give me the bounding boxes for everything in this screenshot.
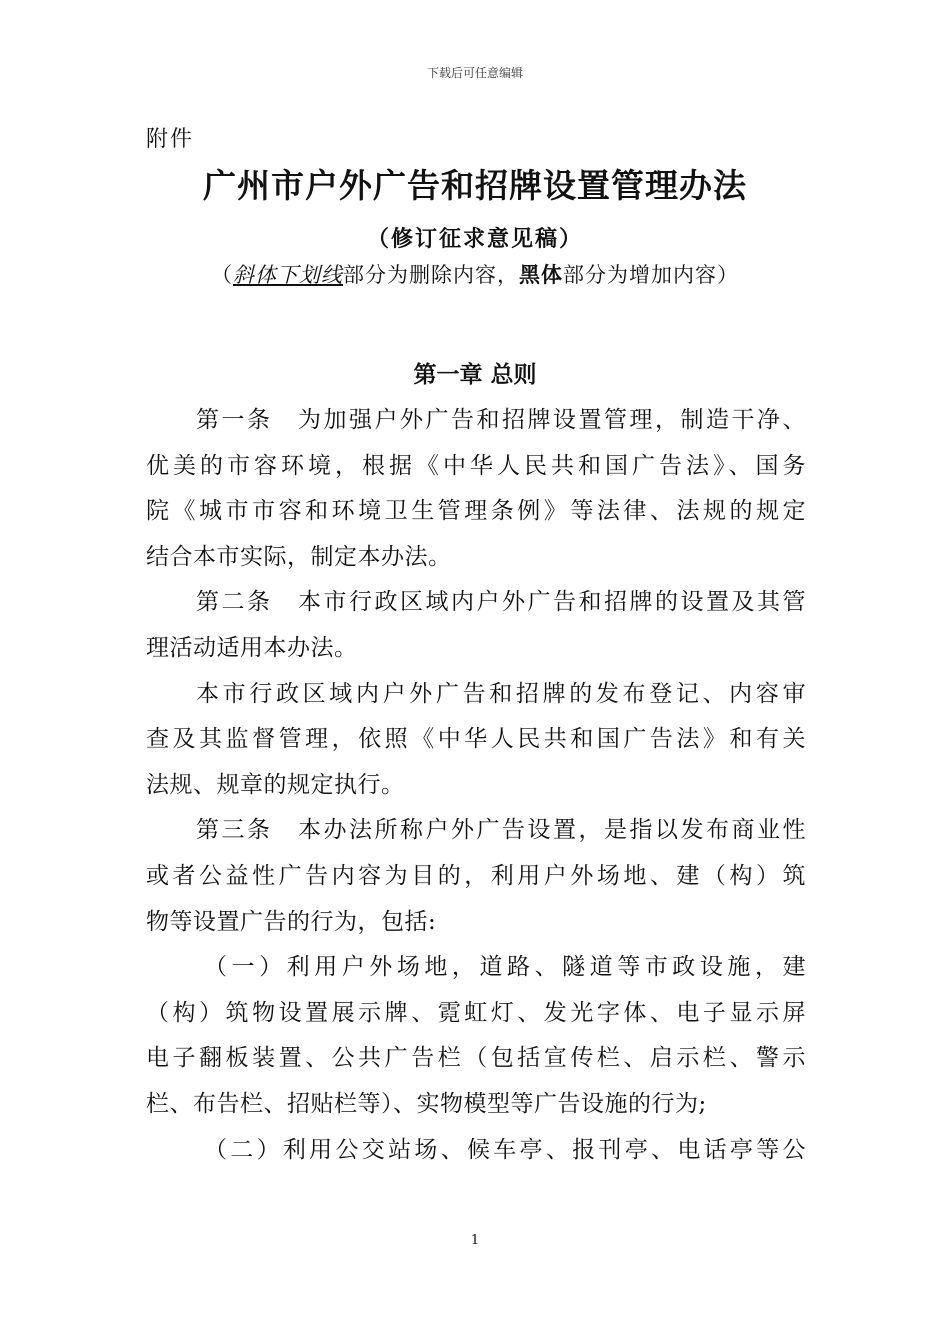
body-line: （二）利用公交站场、候车亭、报刊亭、电话亭等公 — [204, 1136, 806, 1163]
body-line: 法规、规章的规定执行。 — [146, 771, 405, 798]
document-subtitle: （修订征求意见稿） — [366, 226, 583, 252]
body-line: 院《城市市容和环境卫生管理条例》等法律、法规的规定 — [146, 498, 806, 525]
body-line: （构）筑物设置展示牌、霓虹灯、发光字体、电子显示屏 — [146, 999, 806, 1026]
body-line: 本市行政区域内户外广告和招牌的发布登记、内容审 — [196, 680, 806, 707]
document-title: 广州市户外广告和招牌设置管理办法 — [203, 166, 747, 205]
legend-text-2: 部分为增加内容 — [563, 263, 717, 287]
body-line: 优美的市容环境，根据《中华人民共和国广告法》、国务 — [146, 452, 806, 479]
legend-text-1: 部分为删除内容， — [343, 263, 519, 287]
header-note: 下载后可任意编辑 — [426, 66, 523, 80]
attachment-label: 附件 — [146, 127, 195, 152]
document-body — [146, 398, 806, 1173]
body-line: 第一条 为加强户外广告和招牌设置管理，制造干净、 — [196, 407, 806, 433]
page-number: 1 — [470, 1233, 480, 1248]
body-line: 第三条 本办法所称户外广告设置，是指以发布商业性 — [196, 817, 806, 844]
body-line: 结合本市实际，制定本办法。 — [146, 543, 452, 570]
body-line: 查及其监督管理，依照《中华人民共和国广告法》和有关 — [146, 726, 806, 753]
body-line: 电子翻板装置、公共广告栏（包括宣传栏、启示栏、警示 — [146, 1045, 806, 1072]
edit-legend — [0, 259, 950, 289]
body-line: 或者公益性广告内容为目的，利用户外场地、建（构）筑 — [146, 862, 806, 889]
legend-close: ） — [717, 263, 739, 287]
body-line: 物等设置广告的行为，包括: — [146, 908, 437, 935]
body-line: 第二条 本市行政区域内户外广告和招牌的设置及其管 — [196, 589, 806, 616]
body-line: 理活动适用本办法。 — [146, 634, 358, 661]
chapter-heading: 第一章 总则 — [413, 362, 537, 388]
body-line: 栏、布告栏、招贴栏等）、实物模型等广告设施的行为; — [146, 1090, 707, 1117]
body-line: （一）利用户外场地，道路、隧道等市政设施，建 — [204, 954, 806, 981]
legend-added-marker: 黑体 — [519, 263, 563, 287]
legend-open: （ — [211, 263, 233, 287]
legend-deleted-marker: 斜体下划线 — [233, 263, 343, 287]
